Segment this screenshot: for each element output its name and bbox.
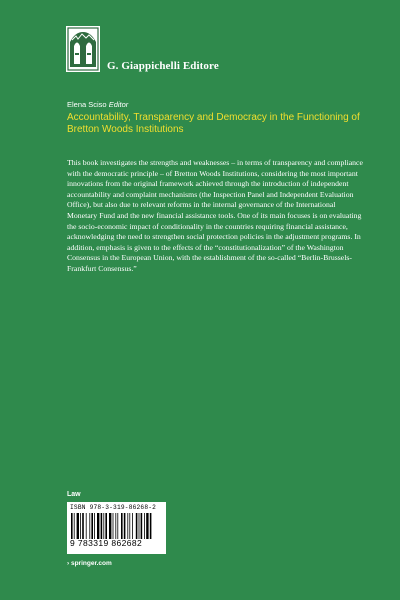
barcode-block <box>67 502 166 554</box>
barcode-icon <box>70 513 163 539</box>
isbn-text: ISBN 978-3-319-86268-2 <box>70 504 157 511</box>
book-description: This book investigates the strengths and weaknesses – in terms of transparency and compliance with the democratic principle – of Bretton Woods Institutions, considering the most important innovations from the original framework achieved through the introduction of independent accountability and complaint mechanisms (the Inspection Panel and Independent Evaluation Office), but also due to relevant reforms in the internal governance of the International Monetary Fund and the new financial assistance tools. One of its main focuses is on evaluating the socio-economic impact of conditionality in the countries requiring financial assistance, acknowledging the need to strengthen social protection policies in the adjustment programs. In addition, emphasis is given to the effects of the “constitutionalization” of the Washington Consensus in the European Union, with the establishment of the so-called “Berlin-Brussels-Frankfurt Consensus.” <box>67 158 363 273</box>
category-label: Law <box>67 491 81 498</box>
barcode-digits: 9 783319 862682 <box>70 538 143 548</box>
publisher-name: G. Giappichelli Editore <box>107 60 219 72</box>
publisher-block <box>66 26 219 72</box>
book-title: Accountability, Transparency and Democracy in the Functioning of Bretton Woods Institutions <box>67 112 360 135</box>
editor-name: Elena Sciso <box>67 100 107 109</box>
editor-role: Editor <box>108 100 129 109</box>
publisher-logo-icon <box>66 26 100 72</box>
editor-line <box>67 100 128 109</box>
website-link[interactable]: › springer.com <box>67 560 112 567</box>
